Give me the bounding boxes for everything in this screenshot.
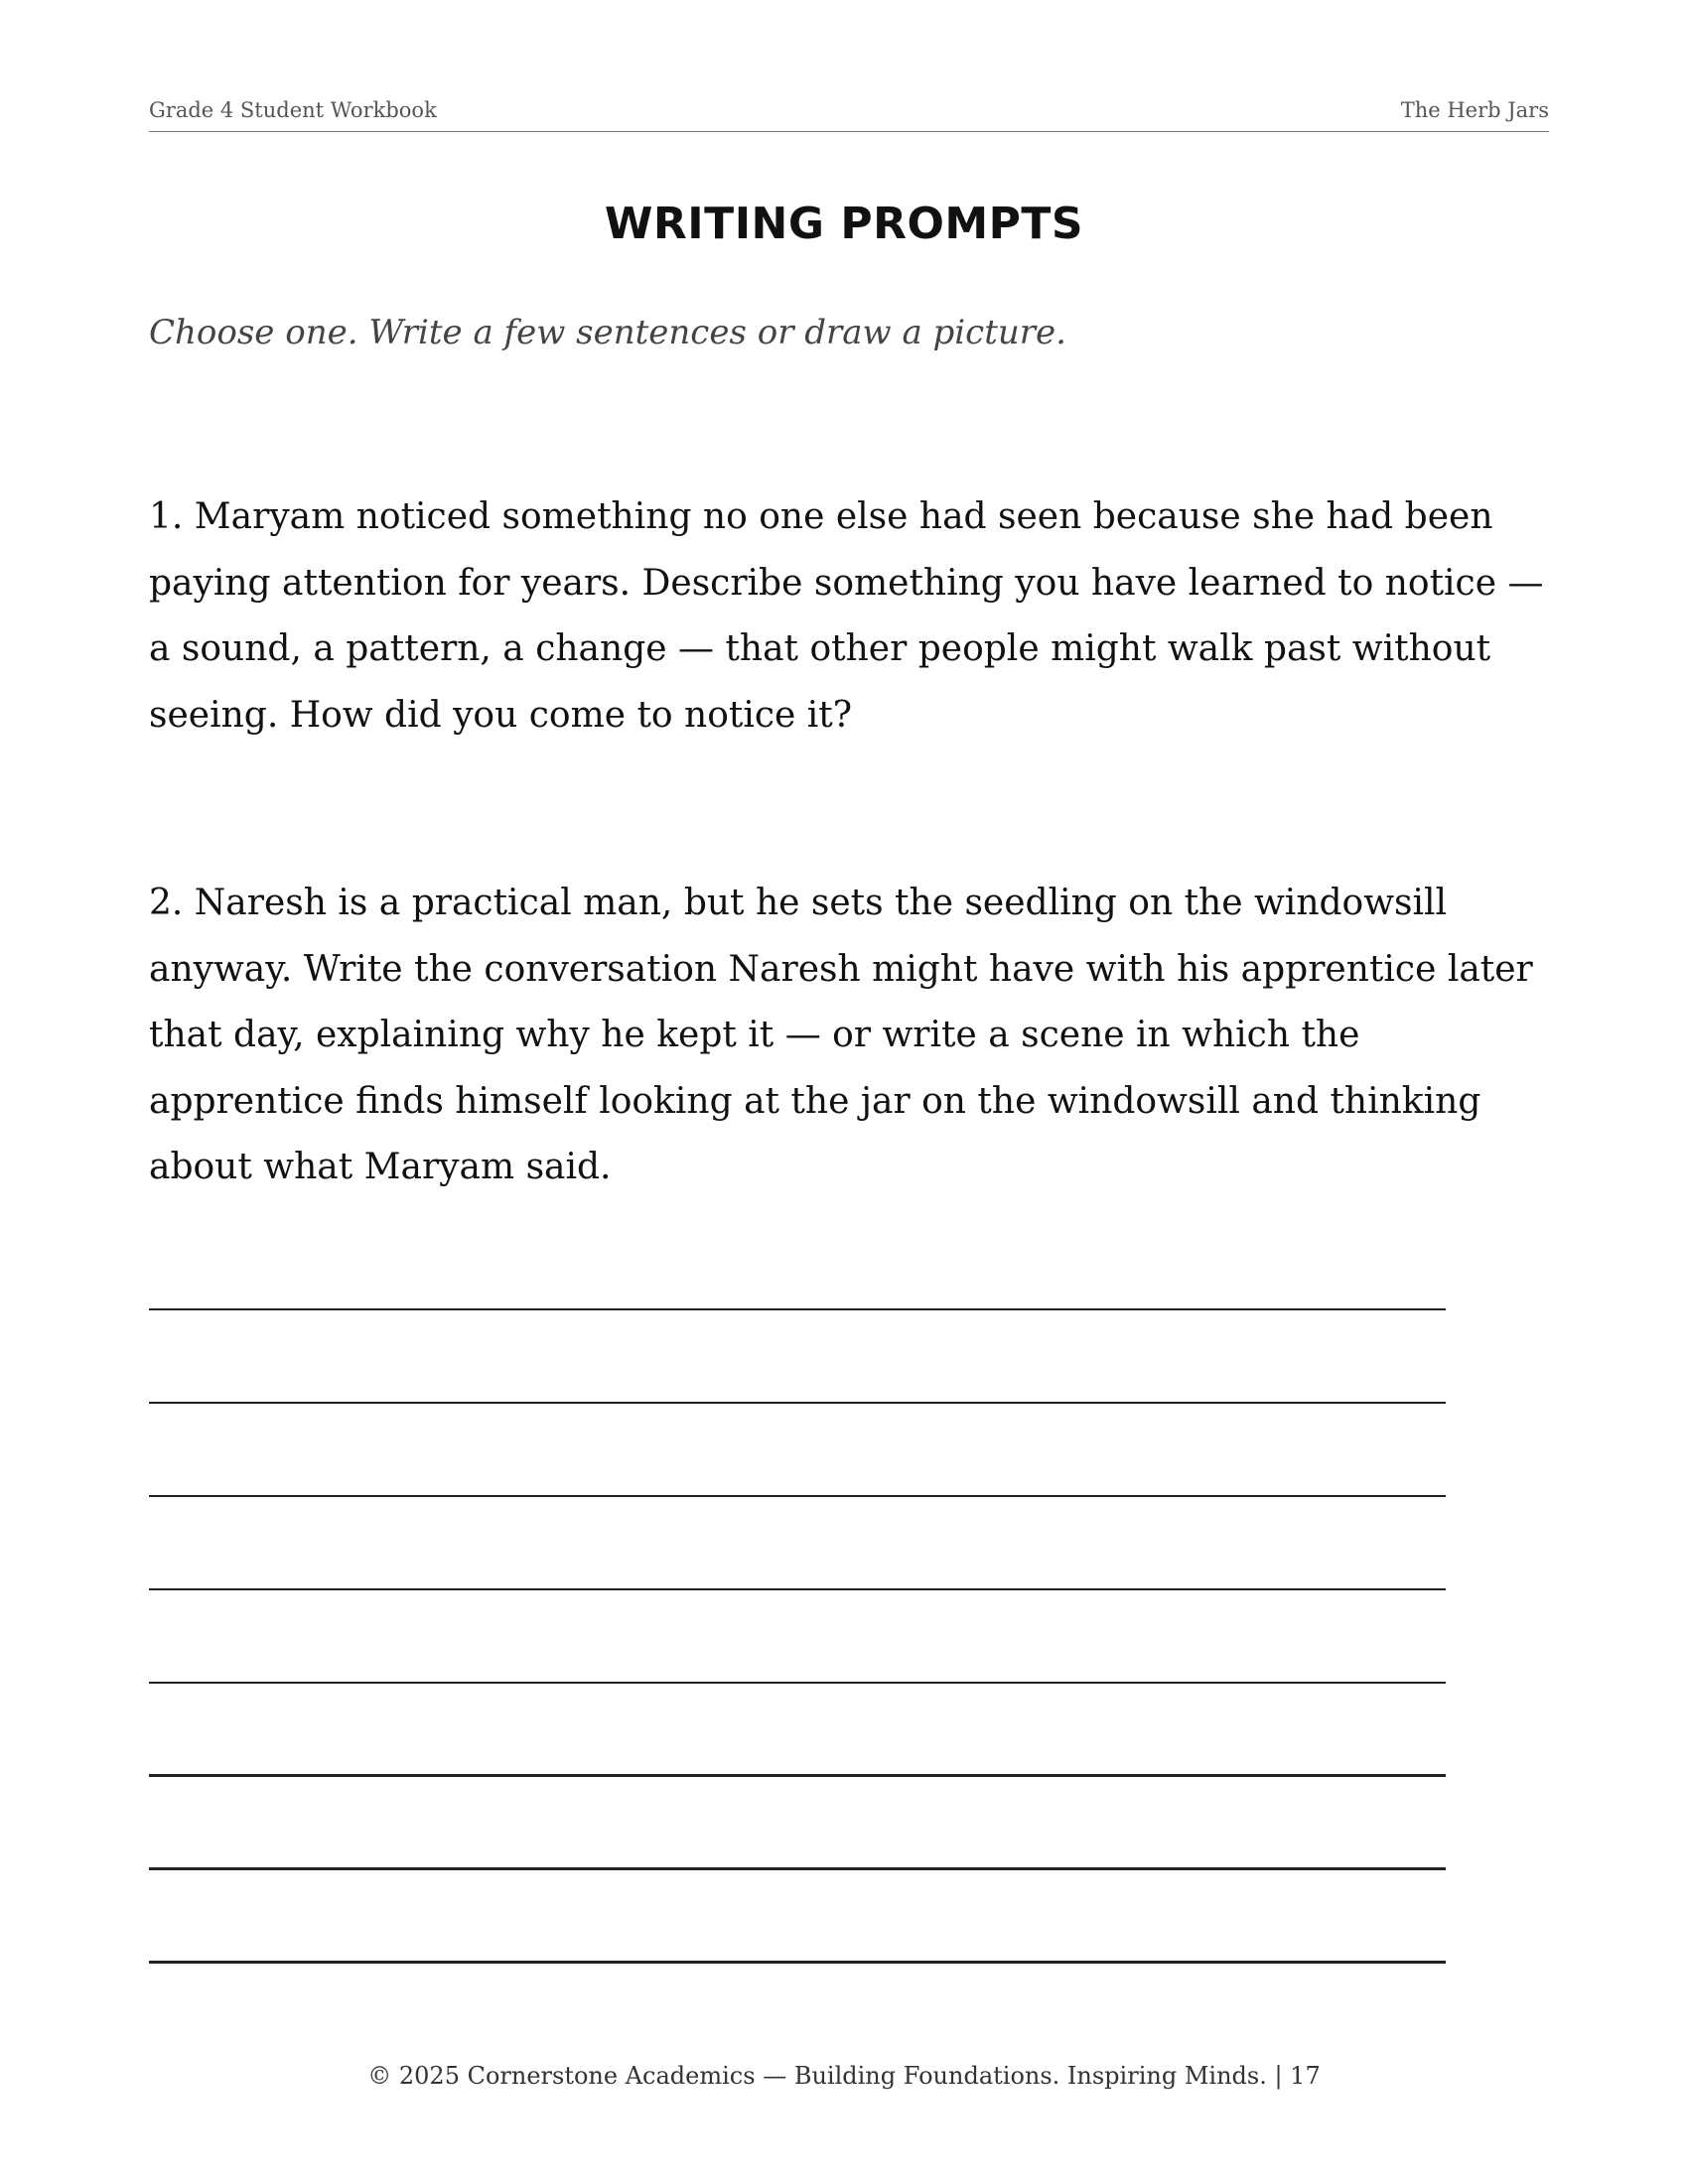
writing-prompt-2: 2. Naresh is a practical man, but he sets the seedling on the windowsill anyway. Write the conversation Naresh might have with his apprentice later that day, explaining why he kept it — or write a scene in which the apprentice finds himself looking at the jar on the windowsill and thinking about what Maryam said.	[149, 883, 1533, 1187]
writing-line	[149, 1402, 1446, 1404]
writing-line	[149, 1588, 1446, 1590]
writing-lines	[149, 1308, 1446, 2054]
writing-line	[149, 1961, 1446, 1963]
workbook-title: Grade 4 Student Workbook	[149, 98, 437, 122]
instructions-text: Choose one. Write a few sentences or draw a picture.	[149, 313, 1066, 352]
writing-line	[149, 1308, 1446, 1310]
writing-line	[149, 1774, 1446, 1776]
page-header	[149, 97, 1549, 132]
page-title: WRITING PROMPTS	[604, 199, 1084, 249]
page-footer: © 2025 Cornerstone Academics — Building Foundations. Inspiring Minds. | 17	[367, 2062, 1321, 2090]
writing-prompt-1: 1. Maryam noticed something no one else had seen because she had been paying attention for years. Describe something you have learned to notice — a sound, a pattern, a change — that other people might walk past without seeing. How did you come to notice it?	[149, 496, 1544, 736]
story-title: The Herb Jars	[1400, 98, 1549, 122]
writing-line	[149, 1682, 1446, 1684]
writing-line	[149, 1867, 1446, 1869]
writing-line	[149, 1495, 1446, 1497]
